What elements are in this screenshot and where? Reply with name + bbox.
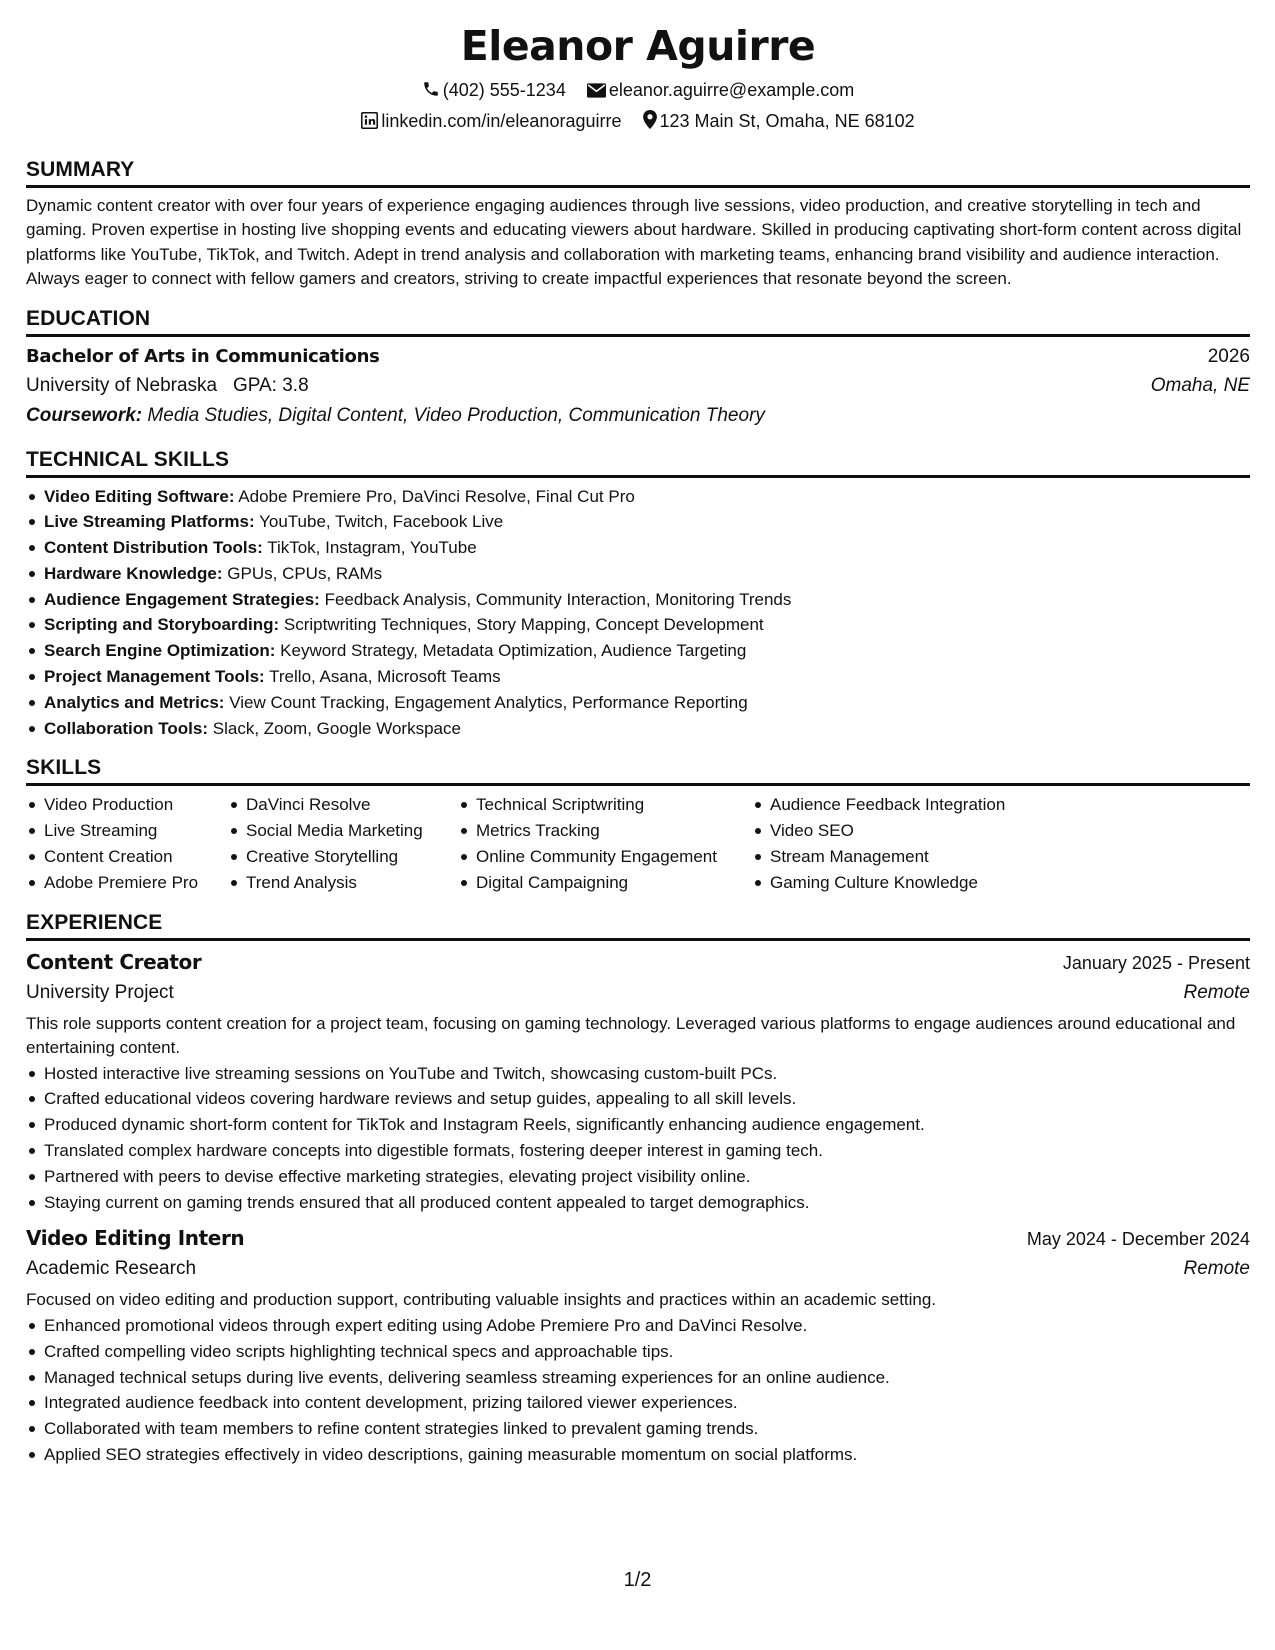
list-item: Creative Storytelling	[246, 844, 476, 870]
skills-section	[26, 755, 1250, 895]
degree-name: Bachelor of Arts in Communications	[26, 345, 380, 367]
school-location: Omaha, NE	[1150, 374, 1250, 396]
phone-icon	[422, 80, 440, 98]
contact-line-2	[26, 109, 1250, 133]
summary-section	[26, 157, 1250, 292]
list-item: Applied SEO strategies effectively in video descriptions, gaining measurable momentum on social platforms.	[44, 1442, 1250, 1468]
address-contact	[643, 110, 915, 133]
school-info	[26, 371, 309, 401]
list-item: Social Media Marketing	[246, 818, 476, 844]
list-item: Video SEO	[770, 818, 1070, 844]
list-item: Adobe Premiere Pro	[44, 870, 246, 896]
gpa: GPA: 3.8	[232, 374, 309, 396]
experience-section	[26, 910, 1250, 1468]
job-description: Focused on video editing and production support, contributing valuable insights and practices within an academic setting.	[26, 1290, 937, 1310]
technical-skills-list	[26, 484, 1250, 742]
list-item: Integrated audience feedback into content development, prizing tailored viewer experiences.	[44, 1390, 1250, 1416]
job-title: Content Creator	[26, 949, 202, 974]
education-heading: EDUCATION	[26, 306, 1250, 337]
job-entry	[26, 1223, 1250, 1467]
job-organization: Academic Research	[26, 1258, 197, 1280]
list-item: Live Streaming	[44, 818, 246, 844]
list-item: Enhanced promotional videos through expert editing using Adobe Premiere Pro and DaVinci Resolve.	[44, 1313, 1250, 1339]
envelope-icon	[587, 83, 606, 98]
list-item: Video Production	[44, 792, 246, 818]
job-title-row	[26, 947, 1250, 978]
skills-column-3	[476, 792, 770, 895]
email-contact[interactable]	[587, 79, 854, 102]
summary-text: Dynamic content creator with over four years of experience engaging audiences through live sessions, video production, and creative storytelling in tech and gaming. Proven expertise in hosting live shopping events and educating viewers about hardware. Skilled in producing captivating short-form content across digital platforms like YouTube, TikTok, and Twitch. Adept in trend analysis and collaboration with marketing teams, enhancing brand visibility and audience interaction. Always eager to connect with fellow gamers and creators, striving to create impactful experiences that resonate beyond the screen.	[26, 195, 1242, 288]
list-item: Collaborated with team members to refine content strategies linked to prevalent gaming trends.	[44, 1416, 1250, 1442]
list-item: Audience Feedback Integration	[770, 792, 1070, 818]
coursework	[26, 401, 1250, 431]
page-number: 1/2	[623, 1569, 652, 1591]
education-degree-row	[26, 343, 1250, 371]
technical-skills-heading: TECHNICAL SKILLS	[26, 447, 1250, 478]
list-item: Technical Scriptwriting	[476, 792, 770, 818]
list-item: Content Creation	[44, 844, 246, 870]
list-item: Trend Analysis	[246, 870, 476, 896]
list-item: Project Management Tools: Trello, Asana, Microsoft Teams	[44, 664, 1250, 690]
skills-column-2	[246, 792, 476, 895]
education-section	[26, 306, 1250, 431]
skills-heading: SKILLS	[26, 755, 1250, 786]
list-item: Gaming Culture Knowledge	[770, 870, 1070, 896]
list-item: DaVinci Resolve	[246, 792, 476, 818]
list-item: Crafted compelling video scripts highlighting technical specs and approachable tips.	[44, 1339, 1250, 1365]
job-location: Remote	[1183, 981, 1250, 1003]
coursework-list: Media Studies, Digital Content, Video Production, Communication Theory	[147, 404, 765, 426]
list-item: Managed technical setups during live events, delivering seamless streaming experiences for an online audience.	[44, 1365, 1250, 1391]
job-description: This role supports content creation for a project team, focusing on gaming technology. Leveraged various platforms to engage audiences around educational and entertaining content.	[26, 1013, 1236, 1058]
list-item: Translated complex hardware concepts into digestible formats, fostering deeper interest in gaming tech.	[44, 1138, 1250, 1164]
list-item: Digital Campaigning	[476, 870, 770, 896]
list-item: Metrics Tracking	[476, 818, 770, 844]
candidate-name: Eleanor Aguirre	[460, 22, 816, 70]
education-school-row	[26, 371, 1250, 401]
school-name: University of Nebraska	[26, 374, 218, 396]
list-item: Crafted educational videos covering hardware reviews and setup guides, appealing to all skill levels.	[44, 1086, 1250, 1112]
linkedin-url[interactable]: linkedin.com/in/eleanoraguirre	[381, 110, 622, 131]
list-item: Audience Engagement Strategies: Feedback Analysis, Community Interaction, Monitoring Trends	[44, 587, 1250, 613]
job-location: Remote	[1183, 1258, 1250, 1280]
linkedin-icon	[361, 112, 378, 129]
skills-column-1	[44, 792, 246, 895]
linkedin-contact[interactable]	[361, 110, 621, 133]
job-org-row	[26, 978, 1250, 1008]
list-item: Search Engine Optimization: Keyword Strategy, Metadata Optimization, Audience Targeting	[44, 638, 1250, 664]
contact-line-1	[26, 78, 1250, 102]
job-organization: University Project	[26, 981, 174, 1003]
skills-grid	[26, 792, 1250, 895]
experience-heading: EXPERIENCE	[26, 910, 1250, 941]
job-dates: January 2025 - Present	[1062, 952, 1250, 973]
job-org-row	[26, 1254, 1250, 1284]
coursework-label: Coursework:	[26, 404, 143, 426]
graduation-year: 2026	[1207, 345, 1250, 367]
list-item: Analytics and Metrics: View Count Tracking, Engagement Analytics, Performance Reporting	[44, 690, 1250, 716]
job-bullets	[26, 1313, 1250, 1468]
list-item: Live Streaming Platforms: YouTube, Twitch, Facebook Live	[44, 509, 1250, 535]
phone-number: (402) 555-1234	[442, 79, 566, 100]
email-address[interactable]: eleanor.aguirre@example.com	[608, 79, 855, 100]
list-item: Staying current on gaming trends ensured that all produced content appealed to target demographics.	[44, 1190, 1250, 1216]
map-pin-icon	[643, 110, 657, 129]
resume-page	[26, 20, 1250, 1468]
job-dates: May 2024 - December 2024	[1026, 1229, 1250, 1250]
summary-heading: SUMMARY	[26, 157, 1250, 188]
address-text: 123 Main St, Omaha, NE 68102	[659, 110, 915, 131]
phone-contact	[422, 79, 566, 102]
list-item: Content Distribution Tools: TikTok, Instagram, YouTube	[44, 535, 1250, 561]
list-item: Partnered with peers to devise effective marketing strategies, elevating project visibility online.	[44, 1164, 1250, 1190]
list-item: Online Community Engagement	[476, 844, 770, 870]
technical-skills-section	[26, 447, 1250, 742]
job-title-row	[26, 1223, 1250, 1254]
list-item: Stream Management	[770, 844, 1070, 870]
list-item: Video Editing Software: Adobe Premiere Pro, DaVinci Resolve, Final Cut Pro	[44, 484, 1250, 510]
list-item: Hosted interactive live streaming sessions on YouTube and Twitch, showcasing custom-built PCs.	[44, 1061, 1250, 1087]
job-bullets	[26, 1061, 1250, 1216]
list-item: Collaboration Tools: Slack, Zoom, Google Workspace	[44, 716, 1250, 742]
list-item: Produced dynamic short-form content for TikTok and Instagram Reels, significantly enhancing audience engagement.	[44, 1112, 1250, 1138]
list-item: Hardware Knowledge: GPUs, CPUs, RAMs	[44, 561, 1250, 587]
skills-column-4	[770, 792, 1070, 895]
list-item: Scripting and Storyboarding: Scriptwriting Techniques, Story Mapping, Concept Development	[44, 612, 1250, 638]
job-title: Video Editing Intern	[26, 1226, 245, 1251]
job-entry	[26, 947, 1250, 1216]
